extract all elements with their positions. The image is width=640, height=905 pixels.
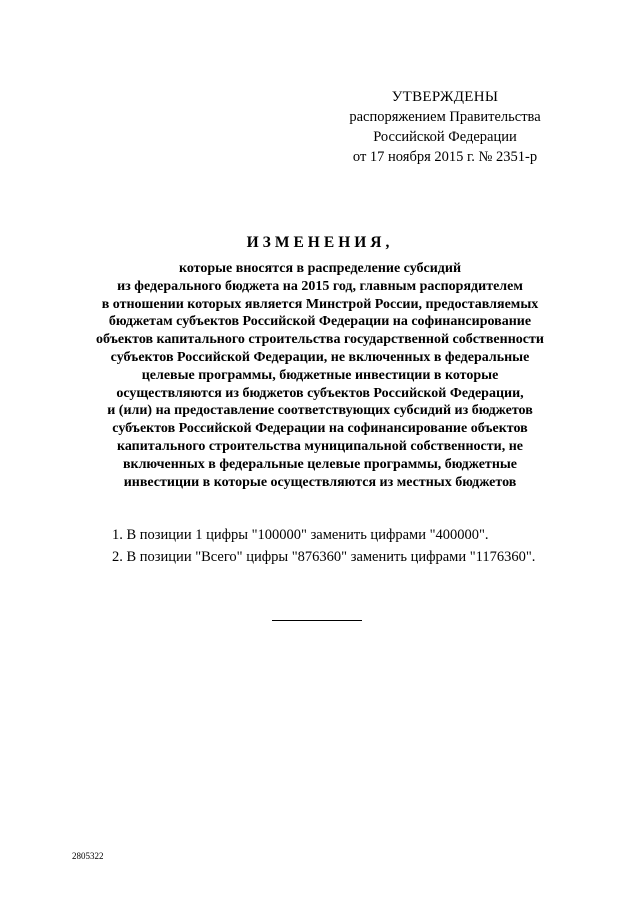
document-number: 2805322	[72, 851, 104, 861]
subtitle-line: из федерального бюджета на 2015 год, главным распорядителем	[117, 278, 523, 294]
amendment-item: 1. В позиции 1 цифры "100000" заменить цифрами "400000".	[112, 527, 489, 543]
subtitle-line: целевые программы, бюджетные инвестиции в которые	[141, 367, 499, 383]
document-title: ИЗМЕНЕНИЯ,	[246, 234, 394, 251]
approval-heading: УТВЕРЖДЕНЫ	[391, 89, 499, 105]
subtitle-line: бюджетам субъектов Российской Федерации на софинансирование	[108, 314, 532, 330]
subtitle-line: инвестиции в которые осуществляются из местных бюджетов	[123, 474, 517, 490]
subtitle-line: и (или) на предоставление соответствующих субсидий из бюджетов	[107, 403, 533, 419]
subtitle-line: осуществляются из бюджетов субъектов Российской Федерации,	[116, 385, 524, 401]
subtitle-line: субъектов Российской Федерации на софинансирование объектов	[112, 421, 528, 437]
end-divider	[272, 620, 362, 621]
subtitle-line: субъектов Российской Федерации, не включенных в федеральные	[110, 349, 530, 365]
subtitle-line: включенных в федеральные целевые программы, бюджетные	[122, 456, 518, 472]
subtitle-line: объектов капитального строительства государственной собственности	[96, 332, 544, 348]
subtitle-line: которые вносятся в распределение субсидий	[178, 261, 462, 276]
approval-line-1: распоряжением Правительства	[349, 109, 541, 125]
approval-block	[330, 87, 560, 167]
subtitle-line: капитального строительства муниципальной собственности, не	[117, 438, 523, 454]
subtitle-line: в отношении которых является Минстрой России, предоставляемых	[101, 296, 539, 312]
approval-line-2: Российской Федерации	[373, 129, 517, 145]
amendment-list	[112, 524, 612, 568]
amendment-item: 2. В позиции "Всего" цифры "876360" заменить цифрами "1176360".	[112, 549, 536, 565]
approval-line-3: от 17 ноября 2015 г. № 2351-р	[352, 149, 538, 165]
document-subtitle	[40, 260, 600, 491]
